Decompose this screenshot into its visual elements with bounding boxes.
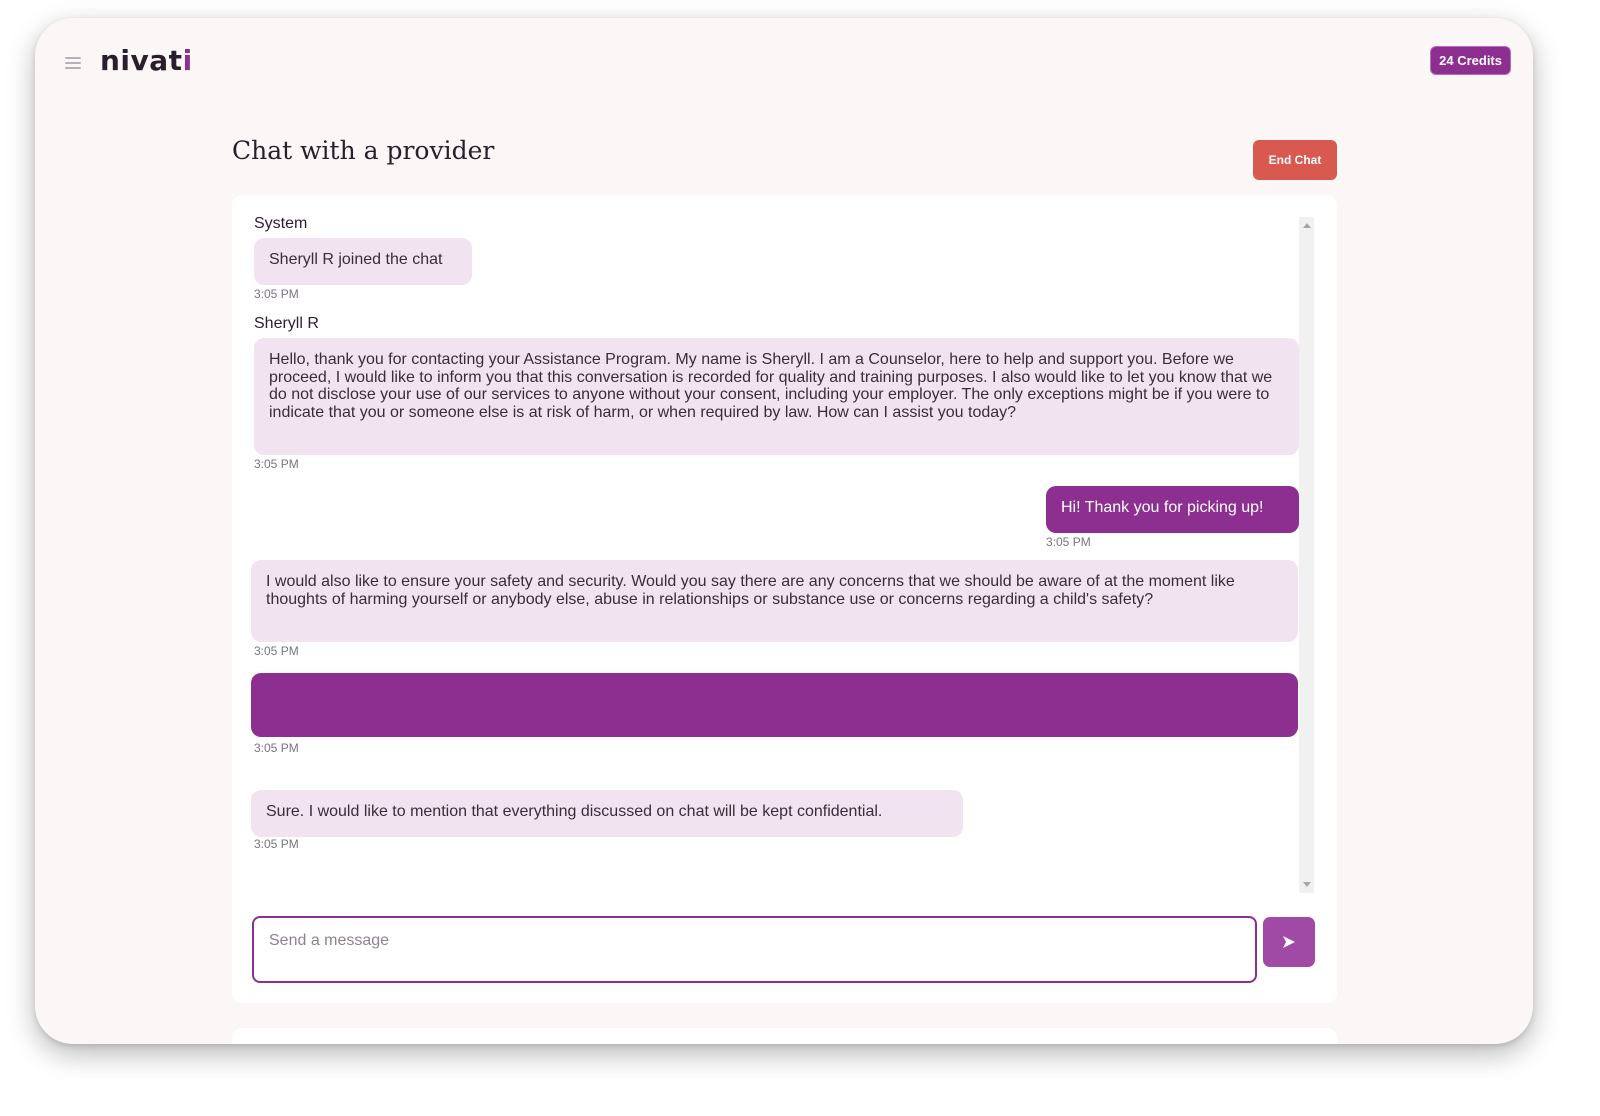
message-sender: System — [254, 215, 308, 232]
page-title: Chat with a provider — [232, 136, 495, 165]
send-button[interactable] — [1263, 917, 1315, 967]
message-bubble: Hello, thank you for contacting your Assistance Program. My name is Sheryll. I am a Counselor, here to help and support you. Before we proceed, I would like to inform you that this conversation is recorded for quality and training purposes. I also would like to let you know that we do not disclose your use of our services to anyone without your consent, including your employer. The only exceptions might be if you were to indicate that you or someone else is at risk of harm, or when required by law. How can I assist you today? — [254, 338, 1299, 455]
message-sender: Sheryll R — [254, 315, 319, 332]
chat-panel — [232, 195, 1337, 1003]
credits-badge[interactable]: 24 Credits — [1430, 46, 1511, 75]
message-timestamp: 3:05 PM — [254, 741, 299, 755]
nivati-logo[interactable]: nivati — [100, 44, 193, 77]
message-timestamp: 3:05 PM — [1046, 535, 1091, 549]
app-window — [35, 18, 1533, 1044]
message-bubble: Sheryll R joined the chat — [254, 238, 472, 285]
scroll-down-icon[interactable] — [1303, 882, 1311, 887]
message-bubble: Sure. I would like to mention that everything discussed on chat will be kept confidential. — [251, 790, 963, 837]
message-timestamp: 3:05 PM — [254, 457, 299, 471]
chat-scrollbar[interactable] — [1299, 217, 1314, 893]
secondary-panel — [232, 1028, 1337, 1044]
message-input[interactable] — [252, 916, 1257, 983]
message-bubble-outgoing-redacted — [251, 673, 1298, 737]
message-timestamp: 3:05 PM — [254, 644, 299, 658]
message-timestamp: 3:05 PM — [254, 837, 299, 851]
message-bubble: I would also like to ensure your safety and security. Would you say there are any concerns that we should be aware of at the moment like thoughts of harming yourself or anybody else, abuse in relationships or substance use or concerns regarding a child's safety? — [251, 560, 1298, 642]
hamburger-icon[interactable] — [65, 57, 81, 69]
send-arrow-icon — [1282, 935, 1296, 949]
message-bubble-outgoing: Hi! Thank you for picking up! — [1046, 486, 1299, 533]
scroll-up-icon[interactable] — [1303, 223, 1311, 228]
end-chat-button[interactable]: End Chat — [1253, 140, 1337, 180]
message-timestamp: 3:05 PM — [254, 287, 299, 301]
